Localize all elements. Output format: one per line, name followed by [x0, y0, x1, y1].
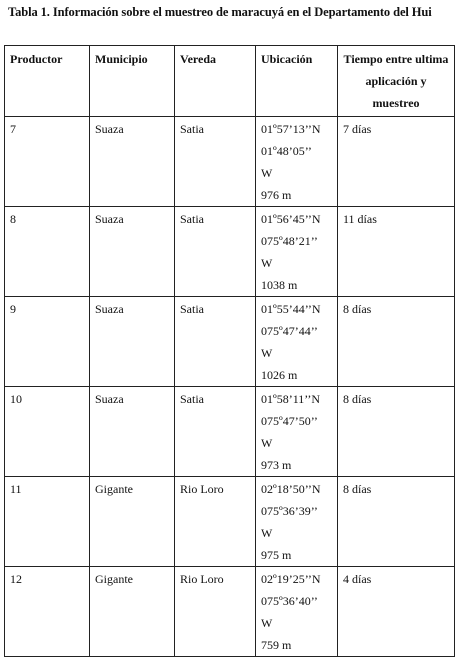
longitude: 075º36’39’’ [261, 504, 318, 518]
header-vereda: Vereda [175, 46, 256, 117]
table-row [5, 477, 455, 567]
cell-productor: 11 [5, 477, 90, 567]
cell-vereda: Satia [175, 297, 256, 387]
longitude-direction: W [261, 166, 273, 180]
table-row [5, 387, 455, 477]
longitude-direction: W [261, 616, 273, 630]
cell-municipio: Suaza [90, 117, 175, 207]
cell-tiempo: 8 días [338, 387, 455, 477]
altitude: 976 m [261, 188, 292, 202]
altitude: 759 m [261, 638, 292, 652]
cell-municipio: Suaza [90, 387, 175, 477]
table-header-row [5, 46, 455, 117]
cell-productor: 8 [5, 207, 90, 297]
latitude: 02º19’25’’N [261, 572, 321, 586]
cell-productor: 12 [5, 567, 90, 657]
cell-productor: 9 [5, 297, 90, 387]
cell-tiempo: 7 días [338, 117, 455, 207]
longitude: 075º47’50’’ [261, 414, 318, 428]
header-municipio: Municipio [90, 46, 175, 117]
cell-tiempo: 11 días [338, 207, 455, 297]
cell-vereda: Satia [175, 207, 256, 297]
cell-tiempo: 4 días [338, 567, 455, 657]
longitude-direction: W [261, 256, 273, 270]
cell-vereda: Rio Loro [175, 567, 256, 657]
altitude: 1038 m [261, 278, 298, 292]
cell-municipio: Gigante [90, 567, 175, 657]
cell-productor: 10 [5, 387, 90, 477]
cell-ubicacion [256, 297, 338, 387]
latitude: 01º57’13’’N [261, 122, 321, 136]
sampling-table [4, 45, 455, 657]
cell-ubicacion [256, 117, 338, 207]
cell-ubicacion [256, 387, 338, 477]
latitude: 01º56’45’’N [261, 212, 321, 226]
cell-vereda: Satia [175, 387, 256, 477]
table-row [5, 117, 455, 207]
cell-municipio: Gigante [90, 477, 175, 567]
altitude: 975 m [261, 548, 292, 562]
cell-ubicacion [256, 567, 338, 657]
longitude: 075º48’21’’ [261, 234, 318, 248]
longitude: 075º36’40’’ [261, 594, 318, 608]
cell-vereda: Rio Loro [175, 477, 256, 567]
longitude-direction: W [261, 436, 273, 450]
table-row [5, 207, 455, 297]
altitude: 973 m [261, 458, 292, 472]
cell-tiempo: 8 días [338, 297, 455, 387]
cell-ubicacion [256, 207, 338, 297]
longitude: 075º47’44’’ [261, 324, 318, 338]
latitude: 01º58’11’’N [261, 392, 321, 406]
cell-municipio: Suaza [90, 207, 175, 297]
longitude-direction: W [261, 526, 273, 540]
altitude: 1026 m [261, 368, 298, 382]
cell-tiempo: 8 días [338, 477, 455, 567]
header-tiempo: Tiempo entre ultima aplicación y muestreo [338, 46, 455, 117]
longitude: 01º48’05’’ [261, 144, 312, 158]
table-caption: Tabla 1. Información sobre el muestreo de maracuyá en el Departamento del Hui [8, 5, 432, 19]
table-row [5, 297, 455, 387]
longitude-direction: W [261, 346, 273, 360]
cell-productor: 7 [5, 117, 90, 207]
cell-ubicacion [256, 477, 338, 567]
latitude: 02º18’50’’N [261, 482, 321, 496]
cell-vereda: Satia [175, 117, 256, 207]
header-productor: Productor [5, 46, 90, 117]
header-ubicacion: Ubicación [256, 46, 338, 117]
cell-municipio: Suaza [90, 297, 175, 387]
latitude: 01º55’44’’N [261, 302, 321, 316]
table-row [5, 567, 455, 657]
